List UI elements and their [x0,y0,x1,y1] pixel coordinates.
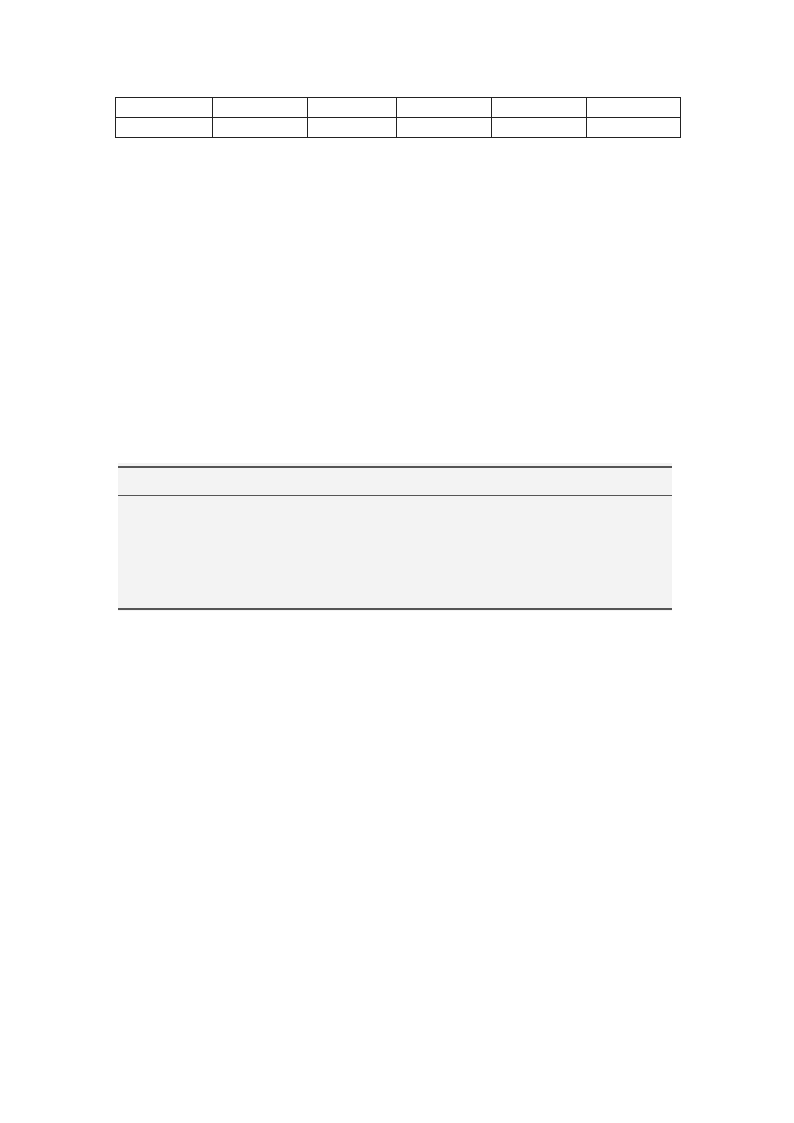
table-cell [587,118,681,138]
table-cell [308,98,397,118]
table-cell [213,98,308,118]
table-cell [397,98,492,118]
table-header-rule [118,495,672,496]
table-row [116,118,681,138]
table-bottom-rule [118,608,672,610]
table-cell [587,98,681,118]
table-cell [397,118,492,138]
table-cell [492,98,587,118]
table-cell [492,118,587,138]
top-table [115,97,681,138]
table-top-rule [118,466,672,468]
table-cell [308,118,397,138]
table-cell [213,118,308,138]
results-table-image [118,463,672,611]
table-cell [116,98,213,118]
table-cell [116,118,213,138]
table-row [116,98,681,118]
